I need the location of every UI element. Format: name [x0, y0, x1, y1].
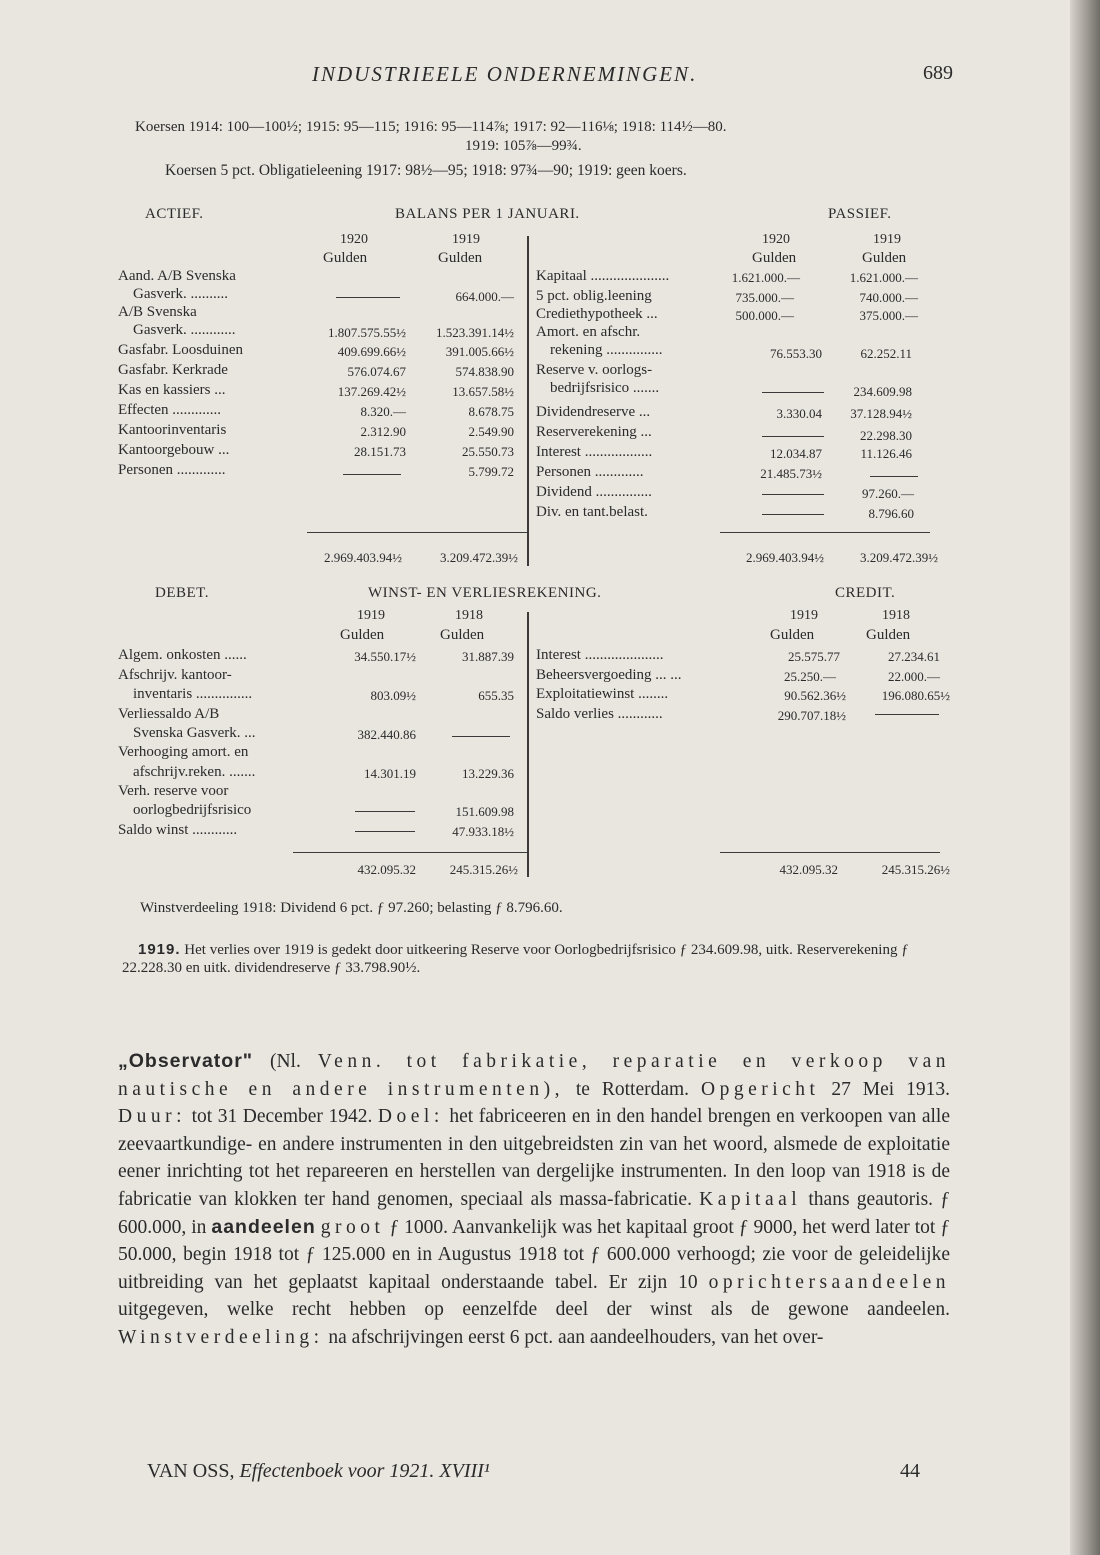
debet-total-1918: 245.315.26½: [449, 862, 518, 877]
footer-citation: [147, 1460, 490, 1483]
para-text: na afschrijvingen eerst 6 pct. aan aandeelhouders, van het over-: [323, 1326, 824, 1348]
obligatie-koersen: Koersen 5 pct. Obligatieleening 1917: 98½—95; 1918: 97¾—90; 1919: geen koers.: [165, 162, 687, 179]
activa-value-1919: 391.005.66½: [445, 344, 514, 359]
debet-value-1918: 151.609.98: [455, 804, 514, 819]
debet-value-1918: 47.933.18½: [452, 824, 514, 839]
passiva-total-1920: 2.969.403.94½: [746, 550, 824, 565]
passiva-value-1919: 22.298.30: [860, 428, 912, 443]
footer-volume: XVIII¹: [439, 1460, 490, 1482]
para-text: tot 31 December 1942.: [186, 1106, 378, 1128]
passiva-value-1919: 234.609.98: [853, 384, 912, 399]
page-footer: [0, 1460, 1100, 1490]
credit-value-1918: 196.080.65½: [881, 688, 950, 703]
passiva-value-1920: 76.553.30: [770, 346, 822, 361]
activa-value-1919: 25.550.73: [462, 444, 514, 459]
credit-value-1919: 25.250.—: [784, 669, 836, 684]
debet-value-1918: 31.887.39: [462, 649, 514, 664]
passiva-value-1919: 97.260.—: [862, 486, 914, 501]
total-rule: [307, 532, 527, 533]
passiva-label: Kapitaal .....................: [536, 268, 670, 284]
credit-label: Exploitatiewinst ........: [536, 686, 669, 702]
nil-dash: [762, 514, 824, 515]
credit-total-1918: 245.315.26½: [881, 862, 950, 877]
credit-value-1918: 22.000.—: [888, 669, 940, 684]
spaced-text: Winstverdeeling:: [118, 1326, 324, 1348]
passiva-value-1920: 735.000.—: [735, 290, 794, 305]
passiva-label: Dividendreserve ...: [536, 404, 651, 420]
passiva-value-1919: 11.126.46: [860, 446, 912, 461]
debet-value-1918: 655.35: [478, 688, 514, 703]
nil-dash: [762, 436, 824, 437]
page-header: [0, 62, 1100, 92]
passiva-label: Div. en tant.belast.: [536, 504, 648, 520]
unit-header: Gulden: [866, 627, 911, 643]
credit-label: Beheersvergoeding ... ...: [536, 667, 682, 683]
column-divider: [527, 236, 529, 566]
activa-label: Gasverk. ............: [133, 322, 236, 338]
activa-label: Gasfabr. Kerkrade: [118, 362, 228, 378]
credit-value-1919: 25.575.77: [788, 649, 840, 664]
activa-value-1919: 13.657.58½: [452, 384, 514, 399]
total-rule: [720, 532, 930, 533]
total-rule: [293, 852, 527, 853]
winst-title: WINST- EN VERLIESREKENING.: [368, 585, 602, 601]
passiva-label: Crediethypotheek ...: [536, 306, 658, 322]
koersen-line-1: Koersen 1914: 100—100½; 1915: 95—115; 1916: 95—114⅞; 1917: 92—116⅛; 1918: 114½—80.: [135, 119, 727, 135]
unit-header: Gulden: [770, 627, 815, 643]
nil-dash: [875, 714, 939, 715]
passiva-value-1919: 740.000.—: [859, 290, 918, 305]
unit-header: Gulden: [323, 250, 368, 266]
winstverdeeling-note: Winstverdeeling 1918: Dividend 6 pct. ƒ 97.260; belasting ƒ 8.796.60.: [140, 900, 563, 916]
passiva-label: Dividend ...............: [536, 484, 652, 500]
passiva-value-1920: 3.330.04: [776, 406, 822, 421]
credit-label: Saldo verlies ............: [536, 706, 663, 722]
para-text: thans geautoris. ƒ 600.000, in: [118, 1188, 950, 1238]
passiva-label: Interest ..................: [536, 444, 653, 460]
koersen-line-2: 1919: 105⅞—99¾.: [465, 138, 582, 154]
year-header: 1919: [452, 232, 480, 247]
unit-header: Gulden: [862, 250, 907, 266]
activa-label: Personen .............: [118, 462, 226, 478]
passiva-label: bedrijfsrisico .......: [550, 380, 660, 396]
debet-label: oorlogbedrijfsrisico: [133, 802, 252, 818]
debet-label: Afschrijv. kantoor-: [118, 667, 232, 683]
activa-label: Effecten .............: [118, 402, 222, 418]
nil-dash: [870, 476, 918, 477]
credit-title: CREDIT.: [835, 585, 896, 601]
para-text: te Rotterdam.: [563, 1078, 701, 1100]
sheet-number: 44: [900, 1460, 920, 1482]
activa-value-1919: 1.523.391.14½: [436, 325, 514, 340]
debet-label: Verliessaldo A/B: [118, 706, 220, 722]
nil-dash: [762, 494, 824, 495]
nil-dash: [355, 831, 415, 832]
year-header: 1918: [882, 608, 910, 623]
para-text: ƒ 1000. Aanvankelijk was het kapitaal groot ƒ 9000, het werd later tot ƒ 50.000, begin 1918 tot ƒ 125.000 en in Augustus 1918 tot ƒ 600.000 verhoogd; zie voor de geleidelijke uitbreiding van het geplaatst kapitaal onderstaande tabel. Er zijn 10: [118, 1216, 951, 1293]
para-text: (Nl.: [253, 1051, 318, 1072]
page-edge-shadow: [1070, 0, 1100, 1555]
activa-total-1920: 2.969.403.94½: [324, 550, 402, 565]
activa-value-1919: 2.549.90: [468, 424, 514, 439]
passiva-value-1919: 37.128.94½: [850, 406, 912, 421]
activa-value-1919: 574.838.90: [455, 364, 514, 379]
actief-title: ACTIEF.: [145, 206, 204, 222]
activa-label: Kas en kassiers ...: [118, 382, 226, 398]
debet-label: Algem. onkosten ......: [118, 647, 247, 663]
passiva-total-1919: 3.209.472.39½: [860, 550, 938, 565]
passiva-value-1919: 375.000.—: [859, 308, 918, 323]
passiva-label: Personen .............: [536, 464, 644, 480]
activa-value-1920: 409.699.66½: [337, 344, 406, 359]
debet-value-1919: 14.301.19: [364, 766, 416, 781]
activa-value-1919: 8.678.75: [468, 404, 514, 419]
page-number: 689: [923, 62, 953, 84]
nil-dash: [452, 736, 510, 737]
koersen-block: [135, 118, 935, 156]
debet-label: Svenska Gasverk. ...: [133, 725, 256, 741]
activa-value-1920: 8.320.—: [360, 404, 406, 419]
para-text: 27 Mei 1913.: [819, 1078, 951, 1100]
activa-label: Gasfabr. Loosduinen: [118, 342, 243, 358]
passiva-value-1920: 12.034.87: [770, 446, 822, 461]
passiva-label: rekening ...............: [550, 342, 663, 358]
credit-label: Interest .....................: [536, 647, 664, 663]
passiva-value-1919: 1.621.000.—: [849, 270, 918, 285]
note-1919-text: Het verlies over 1919 is gedekt door uitkeering Reserve voor Oorlogbedrijfsrisico ƒ 234.609.98, uitk. Reserverekening ƒ 22.228.30 en uitk. dividendreserve ƒ 33.798.90½.: [122, 942, 909, 976]
running-title: INDUSTRIEELE ONDERNEMINGEN.: [312, 62, 698, 86]
activa-value-1920: 28.151.73: [354, 444, 406, 459]
spaced-text: Duur:: [118, 1106, 186, 1128]
footer-author: VAN OSS,: [147, 1460, 235, 1482]
note-1919-year: 1919.: [138, 941, 181, 958]
column-divider: [527, 612, 529, 877]
unit-header: Gulden: [340, 627, 385, 643]
passiva-value-1920: 500.000.—: [735, 308, 794, 323]
spaced-text: Doel:: [377, 1106, 444, 1128]
debet-label: inventaris ...............: [133, 686, 253, 702]
spaced-text: Kapitaal: [699, 1188, 802, 1210]
debet-value-1919: 803.09½: [370, 688, 416, 703]
debet-total-1919: 432.095.32: [357, 862, 416, 877]
unit-header: Gulden: [440, 627, 485, 643]
year-header: 1920: [762, 232, 790, 247]
unit-header: Gulden: [752, 250, 797, 266]
activa-label: Kantoorinventaris: [118, 422, 227, 438]
debet-label: Saldo winst ............: [118, 822, 238, 838]
para-text: het fabriceeren en in den handel brengen en verkoopen van alle zeevaartkundige- en andere instrumenten in den uitgebreidsten zin van het woord, alsmede de exploitatie eener inrichting tot het repareeren en herstellen van dergelijke instrumenten. In den loop van 1918 is de fabricatie van klokken ter hand genomen, speciaal als massa-fabricatie.: [118, 1106, 951, 1210]
passiva-value-1920: 1.621.000.—: [731, 270, 800, 285]
year-header: 1919: [357, 608, 385, 623]
company-description: [118, 1048, 950, 1352]
passiva-value-1919: 62.252.11: [860, 346, 912, 361]
footer-book: Effectenboek voor 1921.: [239, 1460, 435, 1482]
activa-value-1919: 5.799.72: [468, 464, 514, 479]
unit-header: Gulden: [438, 250, 483, 266]
debet-label: Verhooging amort. en: [118, 744, 249, 760]
spaced-text: oprichtersaandeelen: [708, 1271, 950, 1293]
debet-title: DEBET.: [155, 585, 209, 601]
passiva-label: Reserverekening ...: [536, 424, 652, 440]
passiva-label: Amort. en afschr.: [536, 324, 641, 340]
year-header: 1918: [455, 608, 483, 623]
debet-value-1919: 34.550.17½: [354, 649, 416, 664]
year-header: 1919: [873, 232, 901, 247]
activa-label: Kantoorgebouw ...: [118, 442, 230, 458]
activa-value-1919: 664.000.—: [455, 289, 514, 304]
credit-total-1919: 432.095.32: [779, 862, 838, 877]
activa-value-1920: 137.269.42½: [337, 384, 406, 399]
credit-value-1919: 290.707.18½: [777, 708, 846, 723]
nil-dash: [355, 811, 415, 812]
activa-label: Gasverk. ..........: [133, 286, 228, 302]
activa-value-1920: 576.074.67: [347, 364, 406, 379]
activa-total-1919: 3.209.472.39½: [440, 550, 518, 565]
credit-value-1919: 90.562.36½: [784, 688, 846, 703]
balans-title: BALANS PER 1 JANUARI.: [395, 206, 580, 222]
spaced-text: Venn. tot fabrikatie, reparatie en verkoop van nautische en andere instrumenten),: [118, 1051, 950, 1100]
activa-label: Aand. A/B Svenska: [118, 268, 236, 284]
spaced-text: groot: [320, 1216, 385, 1238]
company-name: „Observator": [118, 1050, 254, 1072]
activa-value-1920: 2.312.90: [360, 424, 406, 439]
passief-title: PASSIEF.: [828, 206, 892, 222]
debet-label: Verh. reserve voor: [118, 783, 229, 799]
year-header: 1920: [340, 232, 368, 247]
debet-value-1919: 382.440.86: [357, 727, 416, 742]
activa-value-1920: 1.807.575.55½: [328, 325, 406, 340]
credit-value-1918: 27.234.61: [888, 649, 940, 664]
debet-value-1918: 13.229.36: [462, 766, 514, 781]
passiva-value-1920: 21.485.73½: [760, 466, 822, 481]
nil-dash: [336, 297, 400, 298]
spaced-text: Opgericht: [700, 1078, 820, 1100]
para-text: uitgegeven, welke recht hebben op eenzelfde deel der winst als de gewone aandeelen.: [118, 1299, 950, 1321]
activa-label: A/B Svenska: [118, 304, 197, 320]
year-header: 1919: [790, 608, 818, 623]
passiva-label: 5 pct. oblig.leening: [536, 288, 652, 304]
total-rule: [720, 852, 940, 853]
passiva-value-1919: 8.796.60: [868, 506, 914, 521]
passiva-label: Reserve v. oorlogs-: [536, 362, 653, 378]
nil-dash: [343, 474, 401, 475]
bold-term: aandeelen: [211, 1215, 316, 1238]
debet-label: afschrijv.reken. .......: [133, 764, 256, 780]
note-1919: [122, 941, 952, 977]
nil-dash: [762, 392, 824, 393]
